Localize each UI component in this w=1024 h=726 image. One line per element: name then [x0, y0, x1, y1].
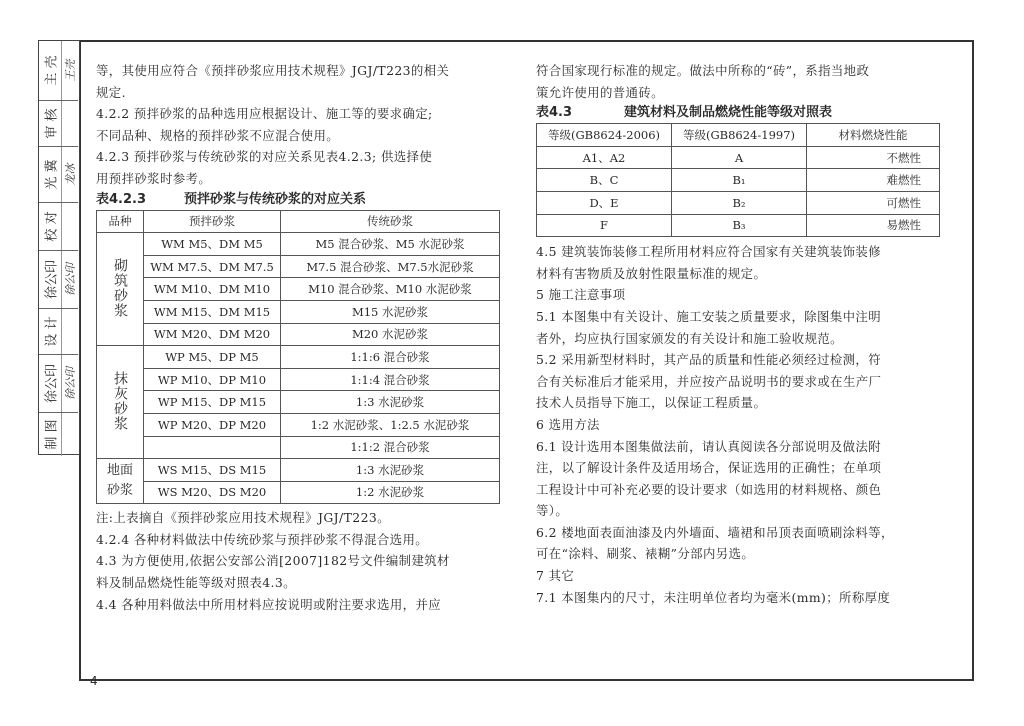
table-row [97, 346, 500, 369]
table-title: 预拌砂浆与传统砂浆的对应关系 [184, 191, 367, 207]
header-ready-mixed: 预拌砂浆 [144, 210, 281, 233]
text-line: 用预拌砂浆时参考。 [96, 170, 212, 186]
signature-cell [39, 413, 78, 456]
table-header-row [537, 124, 940, 147]
role-label: 设 计 [44, 316, 59, 347]
signature-cell [39, 203, 78, 251]
table-row [97, 255, 500, 278]
ready-mixed-cell: WM M7.5、DM M7.5 [144, 255, 281, 278]
signature-cell [39, 355, 78, 413]
ready-mixed-cell: WM M10、DM M10 [144, 278, 281, 301]
role-label: 徐公印 [44, 259, 59, 299]
role-label: 主 壳 [44, 55, 59, 86]
signature: 徐公印 [63, 367, 77, 400]
text-line: 料及制品燃烧性能等级对照表4.3。 [96, 575, 296, 591]
text-line: 5 施工注意事项 [536, 287, 626, 303]
role-label: 审 核 [44, 108, 59, 139]
signature-cell [39, 251, 78, 309]
traditional-cell: 1:1:4 混合砂浆 [281, 368, 500, 391]
text-line: 5.1 本图集中有关设计、施工安装之质量要求，除图集中注明 [536, 308, 882, 324]
text-line: 4.3 为方便使用,依据公安部公消[2007]182号文件编制建筑材 [96, 553, 450, 569]
text-line: 5.2 采用新型材料时，其产品的质量和性能必须经过检测，符 [536, 352, 882, 368]
text-line: 注:上表摘自《预拌砂浆应用技术规程》JGJ/T223。 [96, 510, 390, 526]
table-number: 表4.2.3 [96, 191, 147, 207]
left-paragraphs-top [96, 60, 508, 190]
text-line: 符合国家现行标准的规定。做法中所称的“砖”，系指当地政 [536, 63, 870, 78]
signature: 王壳 [63, 59, 77, 82]
combustibility-cell: 不燃性 [807, 146, 940, 169]
text-line: 材料有害物质及放射性限量标准的规定。 [536, 265, 767, 281]
traditional-cell: M10 混合砂浆、M10 水泥砂浆 [281, 278, 500, 301]
ready-mixed-cell: WM M15、DM M15 [144, 300, 281, 323]
signature-cell [39, 309, 78, 355]
ready-mixed-cell: WP M20、DP M20 [144, 413, 281, 436]
ready-mixed-cell: WP M5、DP M5 [144, 346, 281, 369]
traditional-cell: 1:2 水泥砂浆 [281, 481, 500, 504]
table-number: 表4.3 [536, 105, 573, 121]
mortar-correspondence-table [96, 210, 500, 505]
text-line: 6 选用方法 [536, 416, 600, 432]
text-line: 工程设计中可补充必要的设计要求（如选用的材料规格、颜色 [536, 481, 882, 497]
role-label: 光 冀 [44, 159, 59, 190]
table-row [97, 300, 500, 323]
traditional-cell: M15 水泥砂浆 [281, 300, 500, 323]
grade-2006-cell: F [537, 214, 672, 237]
traditional-cell: M20 水泥砂浆 [281, 323, 500, 346]
variety-cell [97, 459, 144, 504]
text-line: 合有关标准后才能采用，并应按产品说明书的要求或在生产厂 [536, 373, 882, 389]
variety-name: 地面砂浆 [106, 463, 133, 499]
ready-mixed-cell: WP M10、DP M10 [144, 368, 281, 391]
grade-1997-cell: B₁ [672, 169, 807, 192]
text-line: 者外，均应执行国家颁发的有关设计和施工验收规范。 [536, 330, 843, 346]
signature-strip [38, 40, 80, 455]
left-paragraphs-bottom [96, 507, 508, 615]
variety-name: 砌筑砂浆 [112, 257, 128, 318]
text-line: 等）。 [536, 503, 569, 519]
table-row [537, 191, 940, 214]
text-line: 不同品种、规格的预拌砂浆不应混合使用。 [96, 127, 340, 143]
traditional-cell: M5 混合砂浆、M5 水泥砂浆 [281, 233, 500, 256]
combustibility-cell: 易燃性 [807, 214, 940, 237]
signature-cell [39, 41, 78, 101]
signature [46, 218, 93, 235]
header-combustibility: 材料燃烧性能 [807, 124, 940, 147]
text-line: 4.4 各种用料做法中所用材料应按说明或附注要求选用，并应 [96, 596, 442, 612]
right-column [536, 60, 948, 608]
ready-mixed-cell: WP M15、DP M15 [144, 391, 281, 414]
left-column [96, 60, 508, 615]
traditional-cell: M7.5 混合砂浆、M7.5水泥砂浆 [281, 255, 500, 278]
table-header-row [97, 210, 500, 233]
right-paragraphs-top [536, 60, 948, 103]
table-4-2-3-caption [96, 191, 508, 209]
traditional-cell: 1:1:2 混合砂浆 [281, 436, 500, 459]
table-row [97, 413, 500, 436]
ready-mixed-cell [144, 436, 281, 459]
grade-1997-cell: B₂ [672, 191, 807, 214]
ready-mixed-cell: WS M15、DS M15 [144, 459, 281, 482]
text-line: 技术人员指导下施工，以保证工程质量。 [536, 395, 767, 411]
traditional-cell: 1:3 水泥砂浆 [281, 459, 500, 482]
combustibility-cell: 可燃性 [807, 191, 940, 214]
text-line: 6.2 楼地面表面油漆及内外墙面、墙裙和吊顶表面喷刷涂料等， [536, 524, 894, 540]
signature-cell [39, 101, 78, 147]
table-row [537, 214, 940, 237]
table-row [97, 323, 500, 346]
fire-rating-table [536, 123, 940, 237]
signature: 徐公印 [63, 263, 77, 296]
combustibility-cell: 难燃性 [807, 169, 940, 192]
role-label: 制 图 [44, 419, 59, 450]
table-row [97, 368, 500, 391]
text-line: 可在“涂料、刷浆、裱糊”分部内另选。 [536, 546, 755, 562]
header-gb8624-1997: 等级(GB8624-1997) [672, 124, 807, 147]
role-label: 校 对 [44, 211, 59, 242]
text-line: 注，以了解设计条件及适用场合，保证选用的正确性；在单项 [536, 460, 882, 476]
signature: 龙冰 [63, 163, 77, 186]
role-label: 徐公印 [44, 363, 59, 403]
grade-1997-cell: B₃ [672, 214, 807, 237]
table-row [97, 278, 500, 301]
grade-2006-cell: D、E [537, 191, 672, 214]
text-line: 7.1 本图集内的尺寸，未注明单位者均为毫米(mm)；所称厚度 [536, 589, 891, 605]
header-gb8624-2006: 等级(GB8624-2006) [537, 124, 672, 147]
signature [48, 426, 91, 443]
text-line: 4.5 建筑装饰装修工程所用材料应符合国家有关建筑装饰装修 [536, 244, 882, 260]
table-row [537, 146, 940, 169]
grade-1997-cell: A [672, 146, 807, 169]
table-row [97, 459, 500, 482]
traditional-cell: 1:3 水泥砂浆 [281, 391, 500, 414]
table-row [97, 233, 500, 256]
header-traditional: 传统砂浆 [281, 210, 500, 233]
variety-cell [97, 233, 144, 346]
variety-cell [97, 346, 144, 459]
signature-cell [39, 147, 78, 203]
grade-2006-cell: A1、A2 [537, 146, 672, 169]
text-line: 规定. [96, 84, 126, 100]
table-row [537, 169, 940, 192]
traditional-cell: 1:2 水泥砂浆、1:2.5 水泥砂浆 [281, 413, 500, 436]
page-number: 4 [90, 674, 98, 688]
ready-mixed-cell: WM M20、DM M20 [144, 323, 281, 346]
table-row [97, 391, 500, 414]
text-line: 7 其它 [536, 568, 575, 584]
table-title: 建筑材料及制品燃烧性能等级对照表 [624, 105, 833, 121]
text-line: 6.1 设计选用本图集做法前，请认真阅读各分部说明及做法附 [536, 438, 882, 454]
ready-mixed-cell: WS M20、DS M20 [144, 481, 281, 504]
text-line: 4.2.4 各种材料做法中传统砂浆与预拌砂浆不得混合选用。 [96, 531, 429, 547]
grade-2006-cell: B、C [537, 169, 672, 192]
right-paragraphs-bottom [536, 241, 948, 608]
table-4-3-caption [536, 104, 948, 122]
header-variety: 品种 [97, 210, 144, 233]
text-line: 等，其使用应符合《预拌砂浆应用技术规程》JGJ/T223的相关 [96, 63, 450, 78]
variety-name: 抹灰砂浆 [112, 370, 128, 431]
table-row [97, 436, 500, 459]
signature [47, 115, 92, 132]
text-line: 4.2.3 预拌砂浆与传统砂浆的对应关系见表4.2.3; 供选择使 [96, 149, 433, 165]
traditional-cell: 1:1:6 混合砂浆 [281, 346, 500, 369]
text-line: 4.2.2 预拌砂浆的品种选用应根据设计、施工等的要求确定; [96, 106, 433, 122]
ready-mixed-cell: WM M5、DM M5 [144, 233, 281, 256]
signature [47, 323, 92, 340]
text-line: 策允许使用的普通砖。 [536, 84, 664, 100]
table-row [97, 481, 500, 504]
